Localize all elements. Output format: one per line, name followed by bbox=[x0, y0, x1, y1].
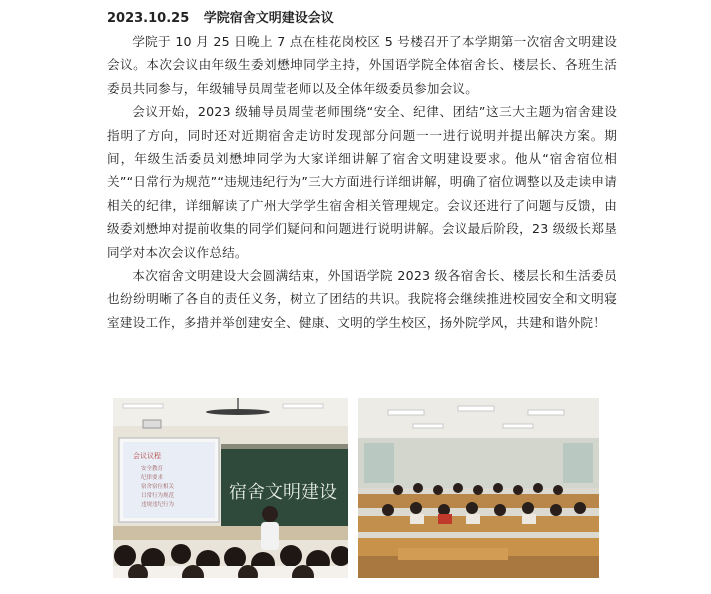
screen-item: 宿舍宿位相关 bbox=[141, 484, 175, 490]
article-title: 学院宿舍文明建设会议 bbox=[203, 11, 334, 26]
screen-item: 纪律要求 bbox=[141, 475, 164, 481]
article-date: 2023.10.25 bbox=[107, 11, 190, 26]
meeting-photo-speaker bbox=[113, 398, 348, 578]
article bbox=[107, 8, 617, 334]
meeting-photo-audience bbox=[358, 398, 599, 578]
screen-item: 违规违纪行为 bbox=[141, 502, 175, 508]
article-heading bbox=[107, 8, 617, 30]
screen-heading: 会议议程 bbox=[133, 452, 161, 460]
meeting-photo-audience-image bbox=[358, 398, 599, 578]
article-paragraph-1: 学院于 10 月 25 日晚上 7 点在桂花岗校区 5 号楼召开了本学期第一次宿舍文明建设会议。本次会议由年级生委刘懋坤同学主持，外国语学院全体宿舍长、楼层长、各班生活委员共同参与，年级辅导员周莹老师以及全体年级委员参加会议。 bbox=[107, 34, 617, 96]
article-paragraph-2: 会议开始，2023 级辅导员周莹老师围绕“安全、纪律、团结”这三大主题为宿舍建设指明了方向，同时还对近期宿舍走访时发现部分问题一一进行说明并提出解决方案。期间，年级生活委员刘懋坤同学为大家详细讲解了宿舍文明建设要求。他从“宿舍宿位相关”“日常行为规范”“违规违纪行为”三大方面进行详细讲解，明确了宿位调整以及走读申请相关的纪律，详细解读了广州大学学生宿舍相关管理规定。会议还进行了问题与反馈，由级委刘懋坤对提前收集的同学们疑问和问题进行说明讲解。会议最后阶段，23 级级长郑垦同学对本次会议作总结。 bbox=[107, 104, 617, 260]
screen-item: 安全教育 bbox=[141, 466, 164, 472]
screen-item: 日常行为规范 bbox=[141, 493, 175, 499]
blackboard-text: 宿舍文明建设 bbox=[229, 482, 337, 503]
meeting-photo-speaker-image bbox=[113, 398, 348, 578]
photo-gallery bbox=[113, 398, 599, 578]
article-paragraph-3: 本次宿舍文明建设大会圆满结束，外国语学院 2023 级各宿舍长、楼层长和生活委员也纷纷明晰了各自的责任义务，树立了团结的共识。我院将会继续推进校园安全和文明寝室建设工作，多措并举创建安全、健康、文明的学生校区，扬外院学风，共建和谐外院！ bbox=[107, 268, 617, 330]
